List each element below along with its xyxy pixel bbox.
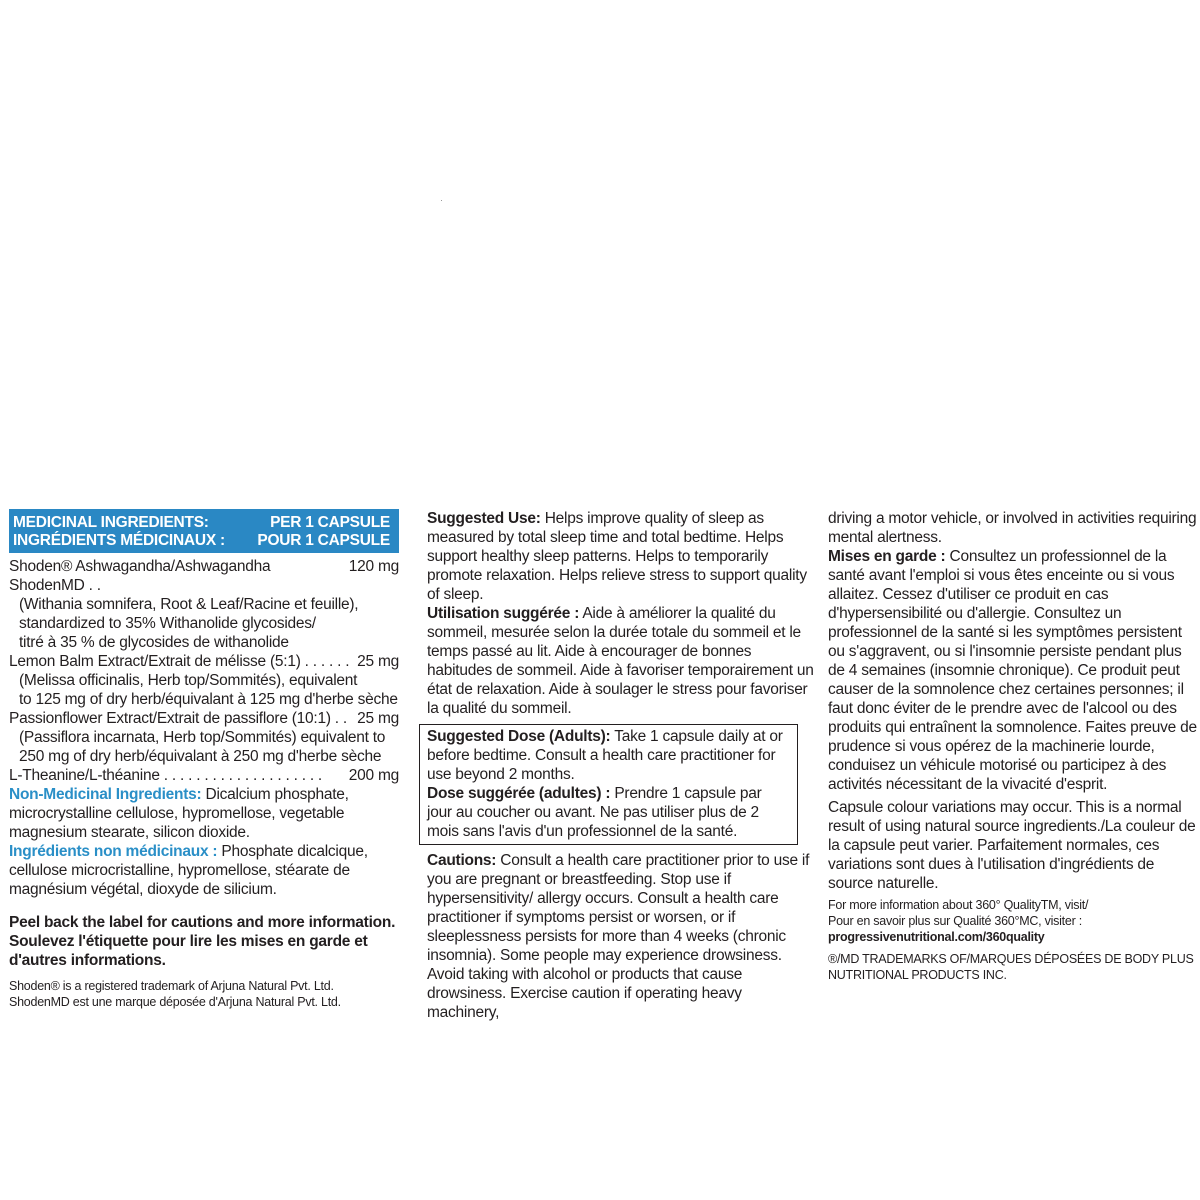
ingredient-name: Passionflower Extract/Extrait de passiflore (10:1) . .: [9, 710, 347, 727]
cautions-en-label: Cautions:: [427, 852, 497, 869]
ingredient-name: L-Theanine/L-théanine . . . . . . . . . . . . . . . . . . . .: [9, 767, 322, 784]
ingredient-item: [9, 557, 399, 652]
ingredient-item: [9, 766, 399, 785]
cautions-fr-label: Mises en garde :: [828, 548, 946, 565]
ingredient-name: Lemon Balm Extract/Extrait de mélisse (5:1) . . . . . .: [9, 653, 350, 670]
capsule-colour-note: Capsule colour variations may occur. This is a normal result of using natural source ingredients./La couleur de la capsule peut varier. Parfaitement normales, ces variations sont dues à l'utilisation d'ingrédients de source naturelle.: [828, 799, 1196, 892]
header-per-capsule-fr: POUR 1 CAPSULE: [257, 532, 390, 549]
ingredient-item: [9, 652, 399, 709]
ingredients-header: [9, 509, 399, 553]
ingredient-amount: 25 mg: [357, 653, 399, 670]
ingredient-amount: 200 mg: [348, 767, 399, 784]
quality-info-fr: Pour en savoir plus sur Qualité 360°MC, visiter :: [828, 914, 1082, 928]
ingredient-amount: 120 mg: [348, 558, 399, 575]
use-column: [419, 509, 814, 1022]
trademark-fr: ShodenMD est une marque déposée d'Arjuna Natural Pvt. Ltd.: [9, 995, 341, 1009]
non-medicinal-fr: [9, 842, 399, 899]
suggested-use-fr: Utilisation suggérée : Aide à améliorer la qualité du sommeil, mesurée selon la durée totale du sommeil et le temps passé au lit. Aide à encourager de bonnes habitudes de sommeil. Aide à favoriser temporairement un état de relaxation. Aide à soulager le stress pour favoriser la qualité du sommeil.: [427, 605, 814, 717]
dose-fr: Dose suggérée (adultes) : Prendre 1 capsule par jour au coucher ou avant. Ne pas utiliser plus de 2 mois sans l'avis d'un professionnel de la santé.: [427, 785, 762, 840]
suggested-use-en-label: Suggested Use:: [427, 510, 541, 527]
header-medicinal-fr: INGRÉDIENTS MÉDICINAUX :: [13, 532, 225, 549]
header-per-capsule-en: PER 1 CAPSULE: [270, 514, 390, 531]
peel-back-notice: Peel back the label for cautions and more information. Soulevez l'étiquette pour lire les mises en garde et d'autres informations.: [9, 914, 396, 969]
trademark-en: Shoden® is a registered trademark of Arjuna Natural Pvt. Ltd.: [9, 979, 334, 993]
ingredient-detail: (Withania somnifera, Root & Leaf/Racine et feuille),: [19, 596, 359, 613]
dose-fr-label: Dose suggérée (adultes) :: [427, 785, 611, 802]
dose-en-label: Suggested Dose (Adults):: [427, 728, 611, 745]
non-medicinal-en: [9, 785, 399, 842]
ingredient-name: Shoden® Ashwagandha/Ashwagandha ShodenMD . .: [9, 558, 271, 594]
header-medicinal-en: MEDICINAL INGREDIENTS:: [13, 514, 209, 531]
ingredient-detail: standardized to 35% Withanolide glycosides/: [19, 615, 316, 632]
ingredients-column: [9, 509, 399, 1010]
quality-info-url[interactable]: progressivenutritional.com/360quality: [828, 930, 1045, 944]
ingredient-detail: 250 mg of dry herb/équivalant à 250 mg d'herbe sèche: [19, 748, 382, 765]
suggested-use-en: Suggested Use: Helps improve quality of sleep as measured by total sleep time and total bedtime. Helps support healthy sleep patterns. Helps to temporarily promote relaxation. Helps relieve stress to support quality of sleep.: [427, 510, 807, 603]
ingredient-item: [9, 709, 399, 766]
ingredient-detail: to 125 mg of dry herb/équivalant à 125 mg d'herbe sèche: [19, 691, 398, 708]
cautions-column: [822, 509, 1200, 983]
non-medicinal-en-text: Dicalcium phosphate, microcrystalline cellulose, hypromellose, vegetable magnesium stearate, silicon dioxide.: [9, 786, 349, 841]
cautions-fr: Mises en garde : Consultez un professionnel de la santé avant l'emploi si vous êtes enceinte ou si vous allaitez. Cessez d'utiliser ce produit en cas d'hypersensibilité ou d'allergie. Consultez un professionnel de la santé si les symptômes persistent ou s'aggravent, ou si l'insomnie persiste pendant plus de 4 semaines (insomnie chronique). Ce produit peut causer de la somnolence chez certaines personnes; il faut donc éviter de le prendre avec de l'alcool ou des produits qui entraînent la somnolence. Faites preuve de prudence si vous opérez de la machinerie lourde, conduisez un véhicule motorisé ou participez à des activités nécessitant de la vivacité d'esprit.: [828, 548, 1197, 793]
trademarks-footer: ®/MD TRADEMARKS OF/MARQUES DÉPOSÉES DE BODY PLUS NUTRITIONAL PRODUCTS INC.: [828, 952, 1194, 982]
ingredient-detail: (Melissa officinalis, Herb top/Sommités), equivalent: [19, 672, 358, 689]
non-medicinal-fr-text: Phosphate dicalcique, cellulose microcristalline, hypromellose, stéarate de magnésium végétal, dioxyde de silicium.: [9, 843, 368, 898]
cautions-en-continued: driving a motor vehicle, or involved in activities requiring mental alertness.: [828, 510, 1197, 546]
ingredient-amount: 25 mg: [357, 710, 399, 727]
non-medicinal-en-label: Non-Medicinal Ingredients:: [9, 786, 202, 803]
dose-box: [419, 724, 798, 845]
suggested-use-fr-label: Utilisation suggérée :: [427, 605, 580, 622]
stray-dot: [441, 200, 442, 201]
ingredient-detail: (Passiflora incarnata, Herb top/Sommités) equivalent to: [19, 729, 386, 746]
quality-info-en: For more information about 360° QualityTM, visit/: [828, 898, 1089, 912]
ingredient-detail: titré à 35 % de glycosides de withanolide: [19, 634, 289, 651]
dose-en: Suggested Dose (Adults): Take 1 capsule daily at or before bedtime. Consult a health care practitioner for use beyond 2 months.: [427, 728, 783, 783]
non-medicinal-fr-label: Ingrédients non médicinaux :: [9, 843, 218, 860]
cautions-en: Cautions: Consult a health care practitioner prior to use if you are pregnant or breastfeeding. Stop use if hypersensitivity/ allergy occurs. Consult a health care practitioner if symptoms persist or worsen, or if sleeplessness persists for more than 4 weeks (chronic insomnia). Some people may experience drowsiness. Avoid taking with alcohol or products that cause drowsiness. Exercise caution if operating heavy machinery,: [427, 852, 810, 1021]
